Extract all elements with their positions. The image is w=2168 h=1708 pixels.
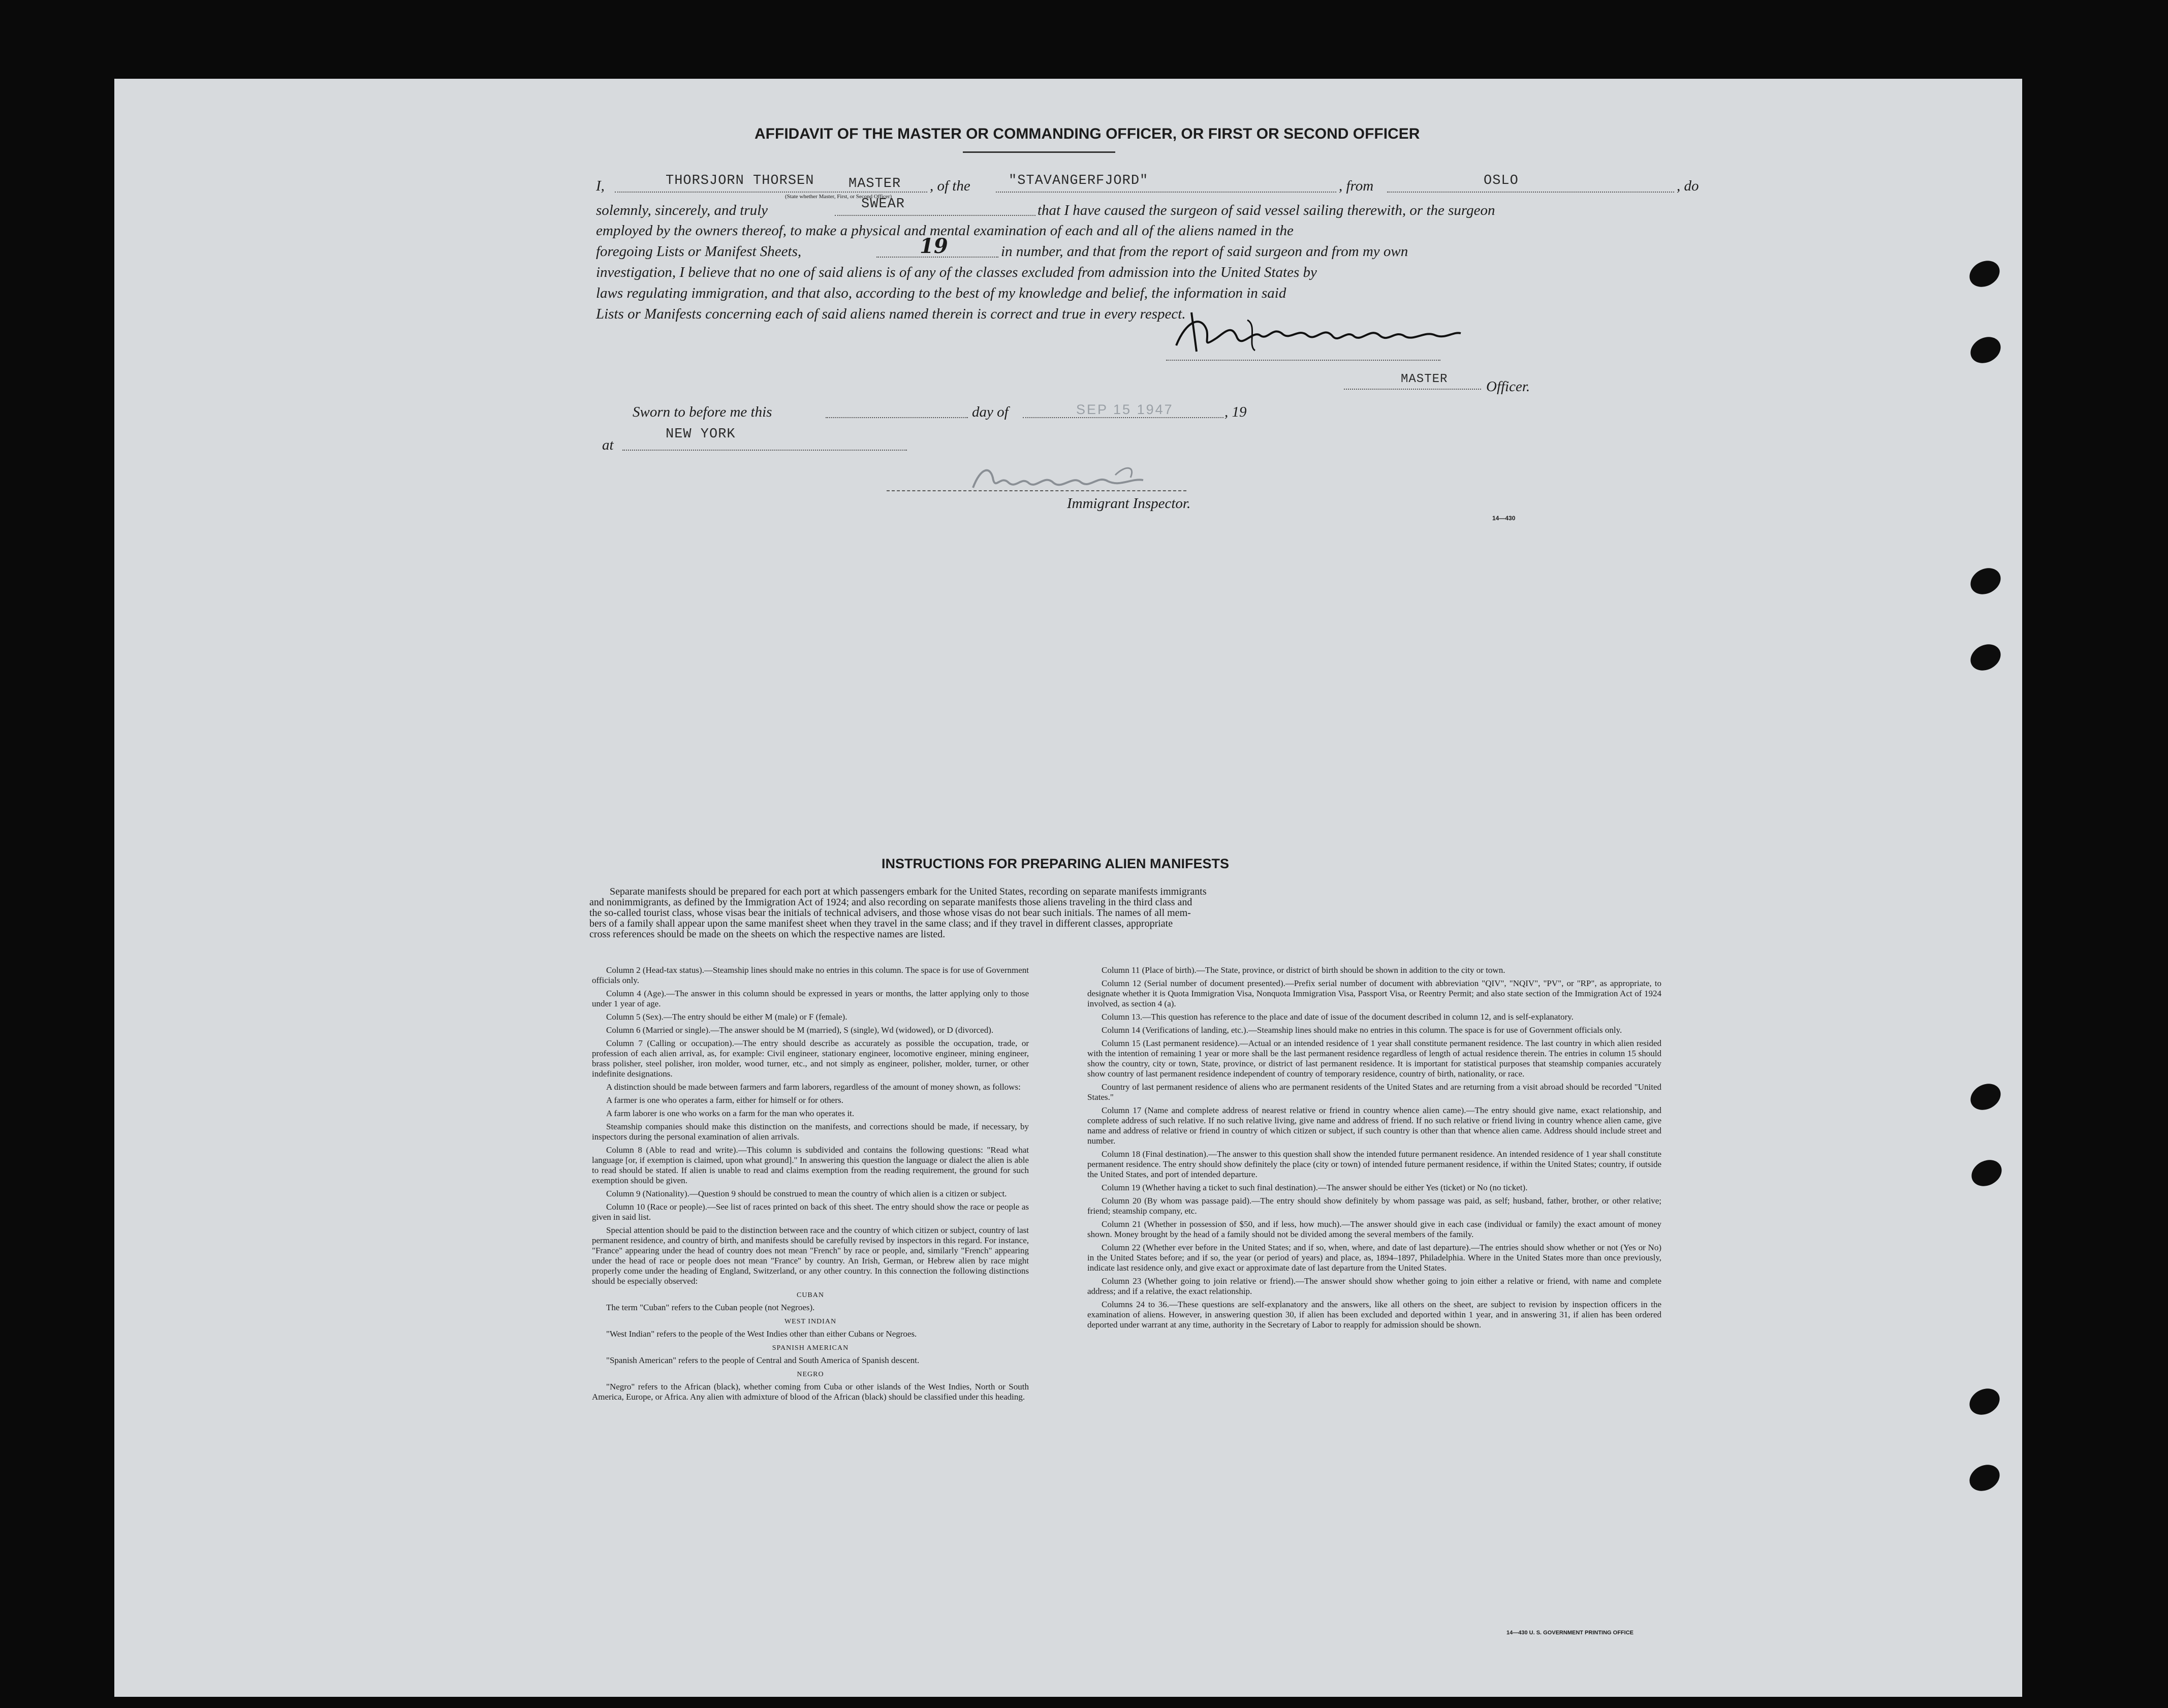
affidavit-line-4a: foregoing Lists or Manifest Sheets, <box>596 243 802 260</box>
sworn-date-stamp: SEP 15 1947 <box>1076 402 1174 417</box>
sheet-count: 19 <box>920 234 948 258</box>
instruction-paragraph: "Negro" refers to the African (black), whether coming from Cuba or other islands of the West Indies, North or South America, Europe, or Africa. Any alien with admixture of blood of the African (black) should be classified under this heading. <box>592 1382 1029 1402</box>
sworn-day-of: day of <box>972 404 1009 420</box>
instruction-paragraph: Column 14 (Verifications of landing, etc.).—Steamship lines should make no entries in this column. The space is for use of Government officials only. <box>1102 1025 1622 1035</box>
instructions-left-column <box>592 965 1029 1405</box>
instruction-paragraph: Column 21 (Whether in possession of $50, and if less, how much).—The answer should give in each case (individual or family) the exact amount of money shown. Money brought by the head of a family should not be divided among the several members of the family. <box>1087 1219 1661 1239</box>
instruction-paragraph: "Spanish American" refers to the people of Central and South America of Spanish descent. <box>606 1355 920 1365</box>
affidavit-line-4b: in number, and that from the report of said surgeon and from my own <box>1001 243 1408 260</box>
affidavit-title: AFFIDAVIT OF THE MASTER OR COMMANDING OFFICER, OR FIRST OR SECOND OFFICER <box>755 125 1420 142</box>
departure-port: OSLO <box>1484 173 1519 188</box>
rank-hint: (State whether Master, First, or Second Officer) <box>785 194 892 200</box>
sworn-day-line <box>826 417 968 418</box>
instruction-paragraph: Column 2 (Head-tax status).—Steamship lines should make no entries in this column. The space is for use of Government officials only. <box>592 965 1029 985</box>
instructions-intro <box>589 887 1662 940</box>
instruction-paragraph: Column 15 (Last permanent residence).—Actual or an intended residence of 1 year shall constitute permanent residence. The last country in which alien resided with the intention of remaining 1 year or more shall be the last permanent residence regardless of length of actual residence therein. The entries in column 15 should show the country, city or town, State, province, or district of last permanent residence. It is important for statistical purposes that steamship companies accurately show country of last permanent residence independent of country of temporary residence, country of birth, nationality, or race. <box>1087 1038 1661 1079</box>
affidavit-line-6: laws regulating immigration, and that also, according to the best of my knowledge and belief, the information in said <box>596 285 1286 301</box>
form-number: 14—430 <box>1492 515 1516 522</box>
master-signature <box>1171 310 1466 356</box>
intro-line: bers of a family shall appear upon the same manifest sheet when they travel in the same class; and if they travel in different classes, appropriate <box>589 918 1173 929</box>
intro-line: cross references should be made on the sheets on which the respective names are listed. <box>589 929 946 940</box>
instruction-paragraph: Special attention should be paid to the distinction between race and the country of which citizen or subject, country of last permanent residence, and country of birth, and manifests should be carefully revised by inspectors in this regard. For instance, "France" appearing under the head of country does not mean "French" by race or people, and, similarly "French" appearing under the head of race or people does not mean "France" by country. An Irish, German, or Hebrew alien by race might properly come under the heading of England, Switzerland, or any other country. In this connection the following distinctions should be especially observed: <box>592 1225 1029 1286</box>
officer-field-line <box>1344 389 1481 390</box>
affidavit-line-2a: solemnly, sincerely, and truly <box>596 202 768 218</box>
document-page <box>114 79 2022 1697</box>
affidavit-line-7: Lists or Manifests concerning each of said aliens named therein is correct and true in every respect. <box>596 306 1186 322</box>
instruction-paragraph: Column 8 (Able to read and write).—This column is subdivided and contains the following questions: "Read what language [or, if exemption is claimed, upon what ground]." In answering this question the language or dialect the alien is able to read should be stated. If alien is unable to read and claims exemption from the reading requirement, the ground for such exemption should be given. <box>592 1145 1029 1185</box>
ship-field-line <box>996 192 1336 193</box>
place-field-line <box>622 450 907 451</box>
race-heading: WEST INDIAN <box>784 1318 837 1325</box>
instructions-right-column <box>1087 965 1661 1333</box>
title-rule <box>963 151 1115 153</box>
officer-rank: MASTER <box>1401 372 1448 386</box>
signature-line <box>1166 360 1440 361</box>
instruction-paragraph: A farm laborer is one who works on a farm for the man who operates it. <box>606 1109 855 1118</box>
instruction-paragraph: Column 19 (Whether having a ticket to such final destination).—The answer should be either Yes (ticket) or No (no ticket). <box>1102 1183 1528 1192</box>
sworn-place: NEW YORK <box>666 427 736 442</box>
race-heading: NEGRO <box>797 1371 824 1378</box>
instruction-paragraph: Column 20 (By whom was passage paid).—The entry should show definitely by whom passage was paid, as self; husband, father, brother, or other relative; friend; steamship company, etc. <box>1087 1196 1661 1216</box>
inspector-label: Immigrant Inspector. <box>1067 495 1191 512</box>
instruction-paragraph: Column 12 (Serial number of document presented).—Prefix serial number of document with abbreviation "QIV", "NQIV", "PV", or "RP", as appropriate, to designate whether it is Quota Immigration Visa, Nonquota Immigration Visa, Passport Visa, or Reentry Permit; and also state section of the Immigration Act of 1924 involved, as section 4 (a). <box>1087 978 1661 1008</box>
instruction-paragraph: Column 7 (Calling or occupation).—The entry should describe as accurately as possible the occupation, trade, or profession of each alien arrival, as, for example: Civil engineer, stationary engineer, locomotive engineer, mining engineer, brass polisher, steel polisher, iron molder, wood turner, etc., and not simply as engineer, polisher, molder, turner, or other indefinite designations. <box>592 1038 1029 1079</box>
affidavit-line-3: employed by the owners thereof, to make a physical and mental examination of each and all of the aliens named in the <box>596 223 1294 239</box>
at-label: at <box>602 437 614 453</box>
instruction-paragraph: Column 4 (Age).—The answer in this column should be expressed in years or months, the latter applying only to those under 1 year of age. <box>592 989 1029 1008</box>
instruction-paragraph: A distinction should be made between farmers and farm laborers, regardless of the amount of money shown, as follows: <box>606 1082 1021 1092</box>
instruction-paragraph: Column 6 (Married or single).—The answer should be M (married), S (single), Wd (widowed), or D (divorced). <box>606 1025 994 1035</box>
affidavit-do: , do <box>1677 178 1699 194</box>
instruction-paragraph: Columns 24 to 36.—These questions are self-explanatory and the answers, like all others on the sheet, are subject to revision by inspection officers in the examination of aliens. However, in answering question 30, if alien has been excluded and deported within 1 year, and in answering 31, if alien has been ordered deported under warrant at any time, authority in the Secretary of Labor to reapply for admission should be shown. <box>1087 1300 1661 1330</box>
instruction-paragraph: "West Indian" refers to the people of the West Indies other than either Cubans or Negroes. <box>606 1329 917 1339</box>
instruction-paragraph: Column 23 (Whether going to join relative or friend).—The answer should show whether going to join either a relative or friend, with name and complete address; and if a relative, the exact relationship. <box>1087 1276 1661 1296</box>
race-heading: SPANISH AMERICAN <box>772 1344 849 1352</box>
affidavit-of: , of the <box>930 178 970 194</box>
instruction-paragraph: Column 13.—This question has reference to the place and date of issue of the document described in column 12, and is self-explanatory. <box>1102 1012 1574 1022</box>
instruction-paragraph: Column 18 (Final destination).—The answer to this question shall show the intended future permanent residence. An intended residence of 1 year shall constitute permanent residence. The entry should show definitely the place (city or town) of intended future permanent residence, if within the United States; country, if outside the United States, and port of intended departure. <box>1087 1149 1661 1179</box>
instructions-title: INSTRUCTIONS FOR PREPARING ALIEN MANIFESTS <box>882 856 1230 871</box>
affidavit-i: I, <box>596 178 605 194</box>
instruction-paragraph: Column 5 (Sex).—The entry should be either M (male) or F (female). <box>606 1012 847 1022</box>
sworn-year: , 19 <box>1224 404 1247 420</box>
inspector-line <box>887 490 1186 491</box>
oath-field-line <box>835 215 1035 216</box>
master-rank: MASTER <box>849 176 901 192</box>
officer-label: Officer. <box>1486 378 1530 395</box>
affidavit-line-2b: that I have caused the surgeon of said vessel sailing therewith, or the surgeon <box>1038 202 1495 218</box>
instruction-paragraph: Column 9 (Nationality).—Question 9 should be construed to mean the country of which alien is a citizen or subject. <box>606 1189 1007 1198</box>
instruction-paragraph: Column 10 (Race or people).—See list of races printed on back of this sheet. The entry should show the race or people as given in said list. <box>592 1202 1029 1222</box>
oath-word: SWEAR <box>861 197 905 212</box>
sworn-text: Sworn to before me this <box>633 404 772 420</box>
affidavit-line-5: investigation, I believe that no one of said aliens is of any of the classes excluded from admission into the United States by <box>596 264 1317 280</box>
intro-line: Separate manifests should be prepared for each port at which passengers embark for the United States, recording on separate manifests immigrants <box>610 886 1207 897</box>
printing-office-footer: 14—430 U. S. GOVERNMENT PRINTING OFFICE <box>1506 1630 1633 1636</box>
instruction-paragraph: The term "Cuban" refers to the Cuban people (not Negroes). <box>606 1303 815 1312</box>
affidavit-from: , from <box>1339 178 1374 194</box>
name-field-line <box>615 192 927 193</box>
intro-line: the so-called tourist class, whose visas bear the initials of technical advisers, and those whose visas do not bear such initials. The names of all mem- <box>589 907 1191 919</box>
port-field-line <box>1387 192 1674 193</box>
race-heading: CUBAN <box>796 1291 824 1299</box>
instruction-paragraph: Steamship companies should make this distinction on the manifests, and corrections should be made, if necessary, by inspectors during the personal examination of alien arrivals. <box>592 1122 1029 1142</box>
instruction-paragraph: A farmer is one who operates a farm, either for himself or for others. <box>606 1095 843 1105</box>
instruction-paragraph: Column 22 (Whether ever before in the United States; and if so, when, where, and date of last departure).—The entries should show whether or not (Yes or No) in the United States before; and if so, the year (or period of years) and place, as, 1894–1897, Philadelphia. Where in the United States more than once previously, indicate last residence only, and give exact or approximate date of last departure from the United States. <box>1087 1243 1661 1273</box>
master-name: THORSJORN THORSEN <box>666 173 814 188</box>
intro-line: and nonimmigrants, as defined by the Immigration Act of 1924; and also recording on separate manifests those aliens traveling in the third class and <box>589 897 1192 908</box>
ship-name: "STAVANGERFJORD" <box>1009 173 1149 188</box>
instruction-paragraph: Country of last permanent residence of aliens who are permanent residents of the United States and are returning from a visit abroad should be recorded "United States." <box>1087 1082 1661 1102</box>
instruction-paragraph: Column 17 (Name and complete address of nearest relative or friend in country whence alien came).—The entry should give name, exact relationship, and complete address of such relative. If no such relative living, give name and address of friend. If no such relative or friend living in country whence alien came, give name and address of relative or friend in country of which citizen or subject, if such country is other than that whence alien came. Address should include street and number. <box>1087 1105 1661 1146</box>
instruction-paragraph: Column 11 (Place of birth).—The State, province, or district of birth should be shown in addition to the city or town. <box>1102 965 1505 975</box>
